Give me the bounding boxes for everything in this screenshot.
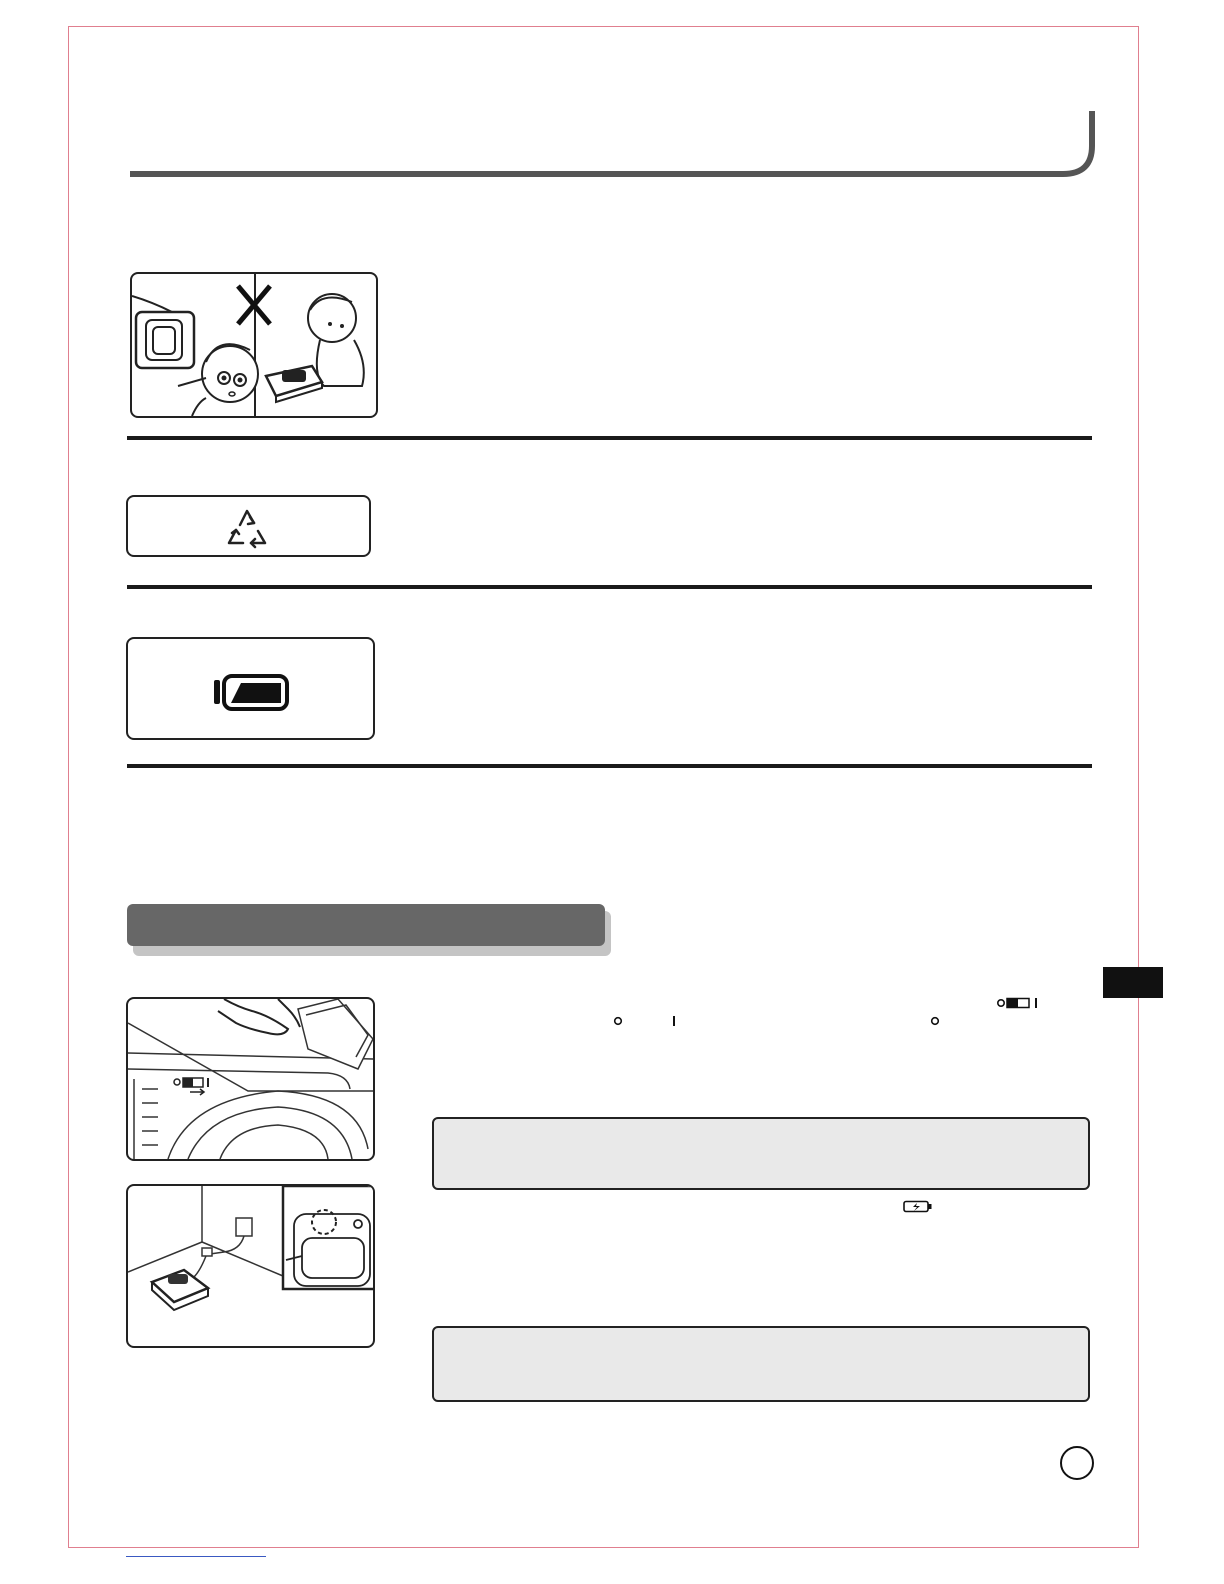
- divider-3: [127, 764, 1092, 768]
- divider-1: [127, 436, 1092, 440]
- recycle-panel: [126, 495, 371, 557]
- power-off-symbol-icon: [613, 1016, 623, 1026]
- recycle-icon: [128, 497, 369, 555]
- note-box-2: [432, 1326, 1090, 1402]
- power-switch-inline-icon: [996, 997, 1040, 1009]
- charging-dock-illustration: [126, 1184, 375, 1348]
- power-switch-illustration: [126, 997, 375, 1161]
- children-warning-illustration: [130, 272, 378, 418]
- page-number-circle: [1060, 1446, 1094, 1480]
- charging-battery-icon: [903, 1200, 933, 1213]
- power-switch-icon: [174, 1078, 208, 1095]
- power-on-symbol-icon: [671, 1015, 677, 1027]
- divider-2: [127, 585, 1092, 589]
- section-header-bar: [127, 904, 605, 946]
- battery-panel: [126, 637, 375, 740]
- chapter-tab: [1103, 967, 1163, 998]
- header-rule: [128, 108, 1098, 180]
- battery-icon: [128, 639, 373, 738]
- footer-link-underline: [126, 1556, 266, 1557]
- note-box-1: [432, 1117, 1090, 1190]
- power-off-symbol-icon-2: [930, 1016, 940, 1026]
